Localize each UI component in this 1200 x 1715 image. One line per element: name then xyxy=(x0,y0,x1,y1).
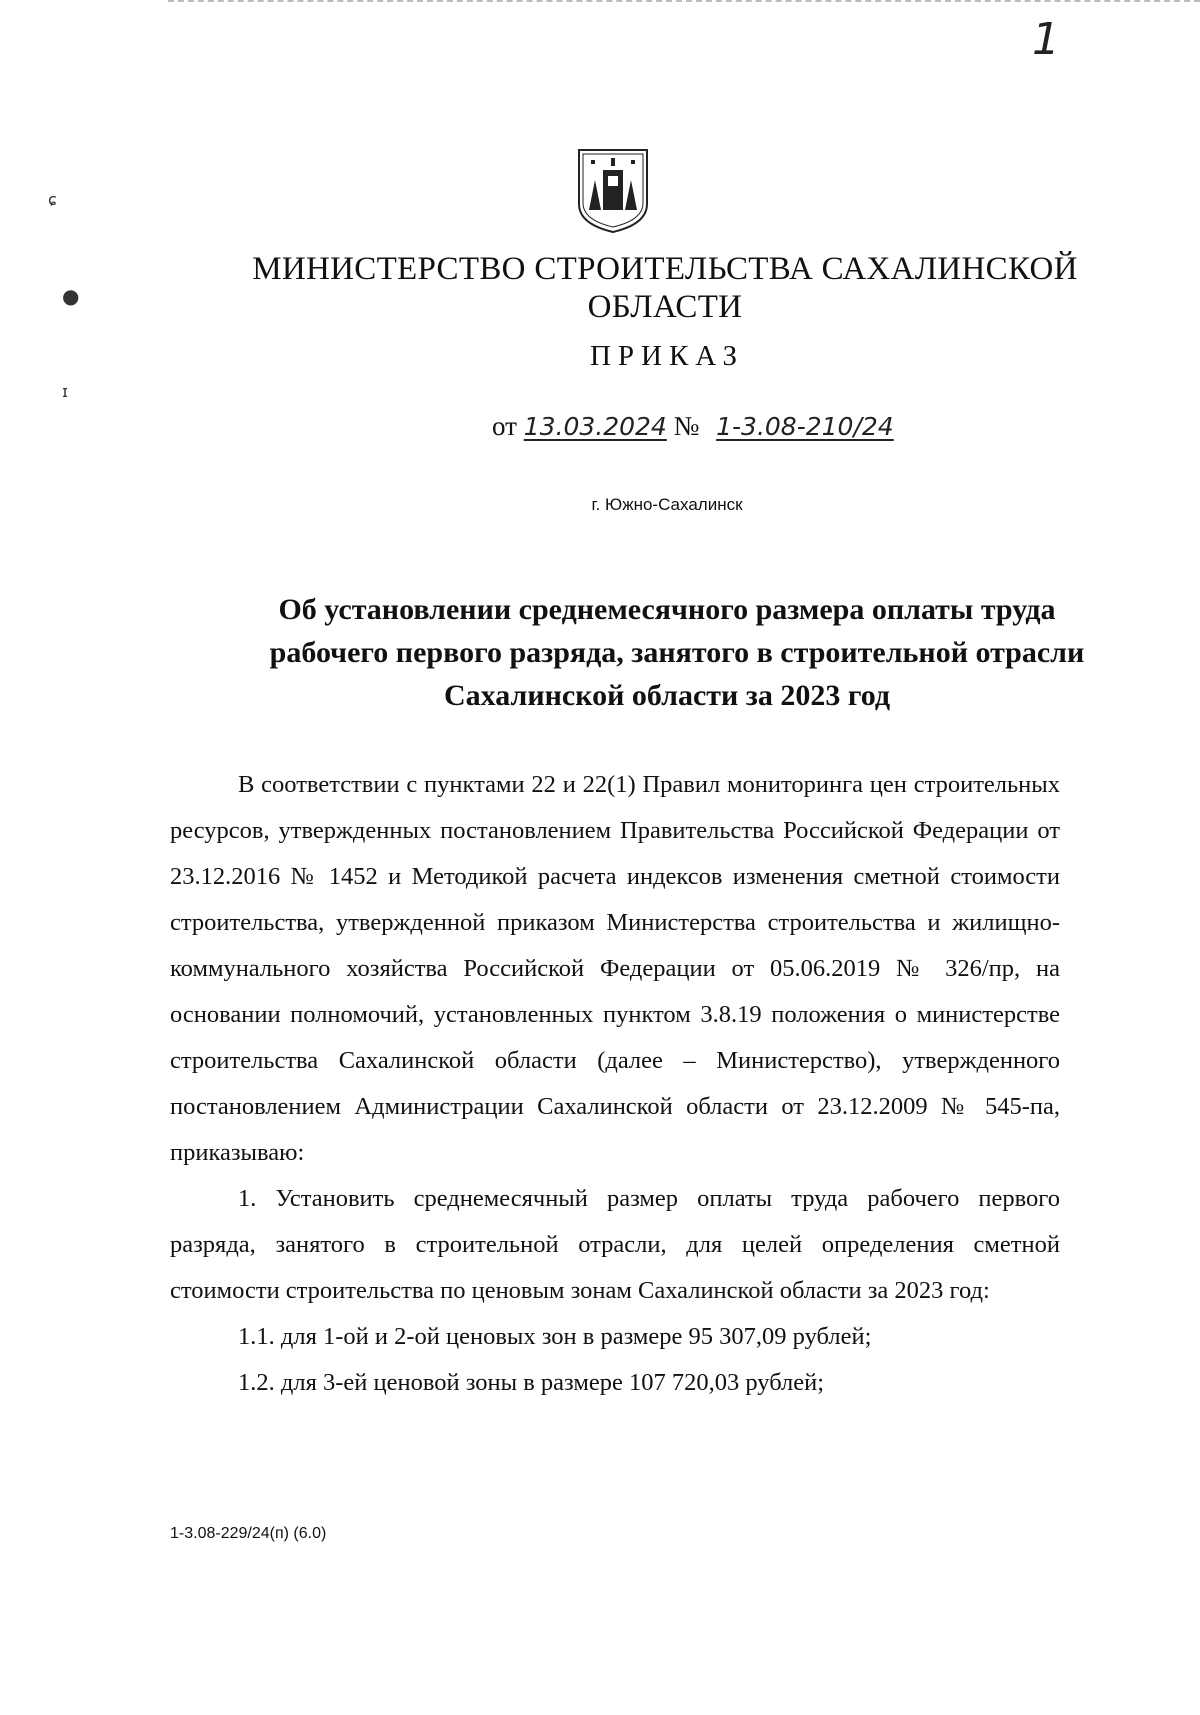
item-1-2: 1.2. для 3-ей ценовой зоны в размере 107 720,03 рублей; xyxy=(238,1369,825,1396)
subject-line1: Об установлении среднемесячного размера оплаты труда xyxy=(278,593,1056,626)
coat-of-arms-icon xyxy=(573,146,653,234)
page-number: 1 xyxy=(1032,14,1060,65)
top-edge-rule xyxy=(168,0,1200,2)
order-heading: ПРИКАЗ xyxy=(589,340,745,372)
order-body xyxy=(170,762,1060,1406)
date-prefix: от xyxy=(492,411,517,441)
intro-paragraph: В соответствии с пунктами 22 и 22(1) Правил мониторинга цен строительных ресурсов, утвержденных постановлением Правительства Российской Федерации от 23.12.2016 № 1452 и Методикой расчета индексов изменения сметной стоимости строительства, утвержденной приказом Министерства строительства и жилищно-коммунального хозяйства Российской Федерации от 05.06.2019 № 326/пр, на основании полномочий, установленных пунктом 3.8.19 положения о министерстве строительства Сахалинской области (далее – Министерство), утвержденного постановлением Администрации Сахалинской области от 23.12.2009 № 545-па, приказываю: xyxy=(170,771,1060,1166)
order-date: 13.03.2024 xyxy=(523,412,667,441)
ministry-title-line1: МИНИСТЕРСТВО СТРОИТЕЛЬСТВА САХАЛИНСКОЙ xyxy=(252,251,1078,287)
item-1-1: 1.1. для 1-ой и 2-ой ценовых зон в размере 95 307,09 рублей; xyxy=(238,1323,872,1350)
margin-mark: ɪ xyxy=(62,382,68,401)
item-1: 1. Установить среднемесячный размер оплаты труда рабочего первого разряда, занятого в строительной отрасли, для целей определения сметной стоимости строительства по ценовым зонам Сахалинской области за 2023 год: xyxy=(170,1185,1060,1304)
ministry-title xyxy=(0,250,1200,326)
order-subject xyxy=(0,588,1200,717)
margin-mark: ● xyxy=(62,284,80,308)
document-code: 1-3.08-229/24(п) (6.0) xyxy=(170,1525,327,1542)
order-number: 1-3.08-210/24 xyxy=(716,412,894,441)
subject-line2: рабочего первого разряда, занятого в строительной отрасли xyxy=(269,636,1085,669)
subject-line3: Сахалинской области за 2023 год xyxy=(443,679,891,712)
margin-mark: ɕ xyxy=(48,190,57,209)
ministry-title-line2: ОБЛАСТИ xyxy=(587,289,743,325)
city: г. Южно-Сахалинск xyxy=(591,495,743,514)
order-date-number xyxy=(492,411,894,442)
number-prefix: № xyxy=(673,411,700,441)
